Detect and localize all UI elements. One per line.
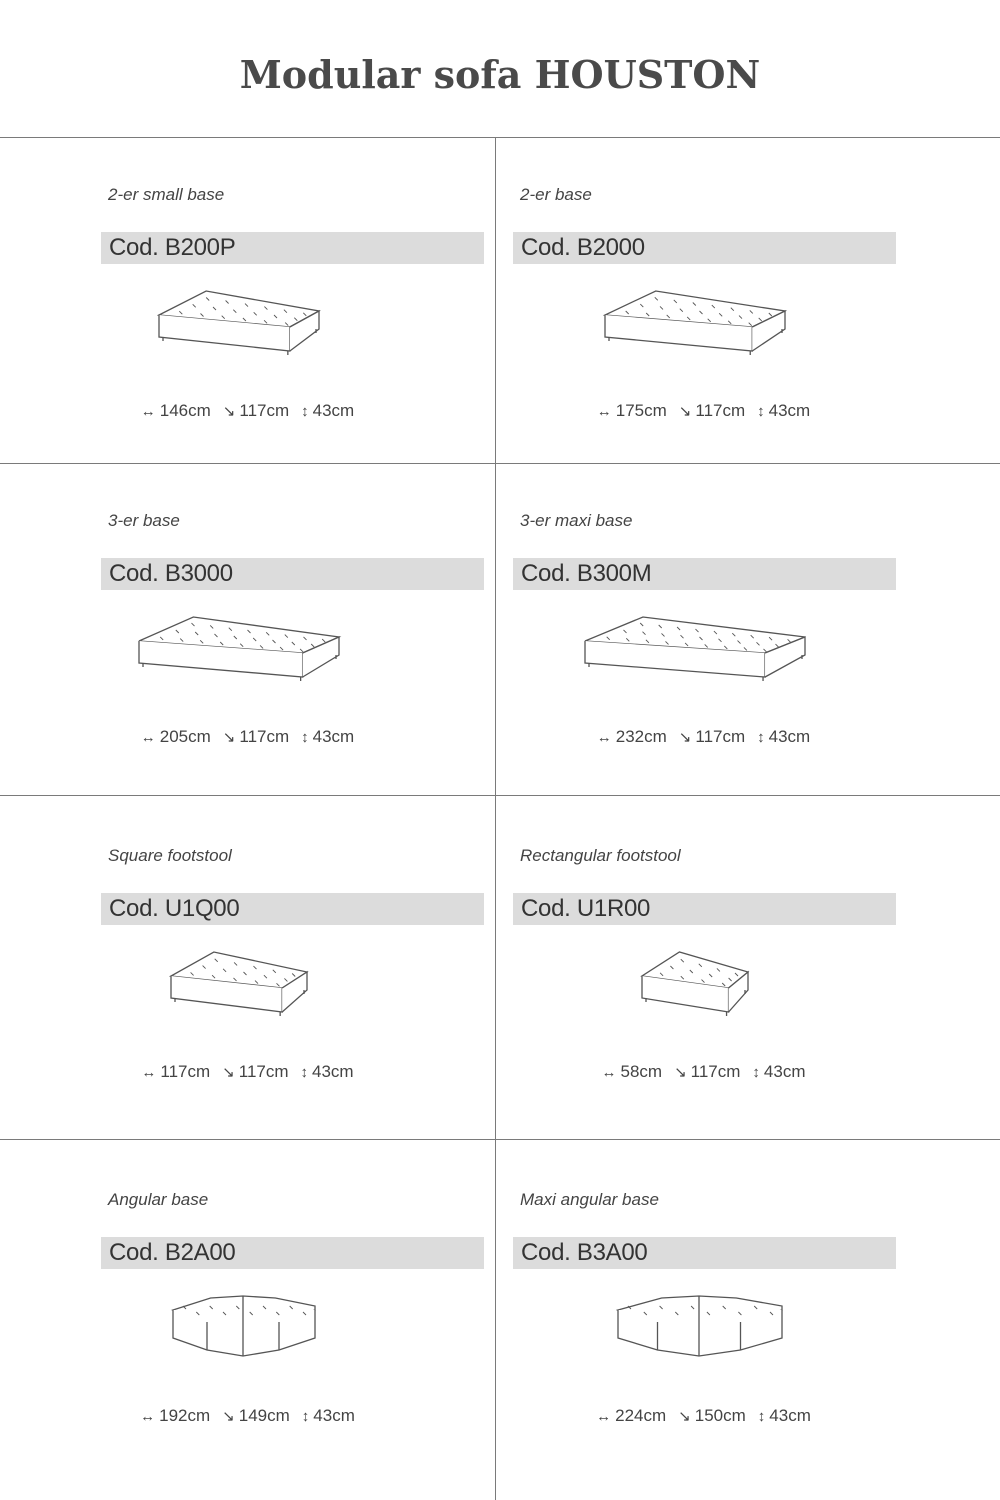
height-value: 43cm (312, 1062, 354, 1081)
depth-value: 117cm (239, 727, 290, 746)
diagonal-arrow-icon: ↘ (678, 1408, 691, 1425)
width-value: 146cm (159, 401, 211, 420)
left-right-arrow-icon: ↔ (141, 1064, 157, 1081)
product-dimensions (0, 1062, 495, 1082)
depth-value: 117cm (238, 1062, 289, 1081)
diagonal-arrow-icon: ↘ (222, 403, 236, 420)
product-name: Rectangular footstool (520, 846, 681, 865)
left-right-arrow-icon: ↔ (601, 1064, 617, 1081)
height-value: 43cm (768, 727, 811, 746)
product-code: Cod. B300M (513, 558, 896, 590)
width-dimension (596, 1406, 666, 1426)
depth-value: 117cm (239, 401, 290, 420)
width-value: 205cm (159, 727, 211, 746)
up-down-arrow-icon: ↕ (301, 1408, 310, 1425)
width-value: 192cm (159, 1406, 211, 1425)
diagonal-arrow-icon: ↘ (678, 729, 692, 746)
left-right-arrow-icon: ↔ (596, 1408, 612, 1425)
depth-dimension (679, 727, 745, 747)
width-dimension (141, 401, 211, 421)
height-dimension (302, 1406, 355, 1426)
width-dimension (141, 727, 211, 747)
height-dimension (752, 1062, 805, 1082)
up-down-arrow-icon: ↕ (752, 1064, 760, 1081)
product-cell (496, 473, 991, 793)
height-dimension (301, 1062, 354, 1082)
product-code: Cod. B200P (101, 232, 484, 264)
up-down-arrow-icon: ↕ (301, 729, 309, 746)
product-dimensions (0, 401, 495, 421)
product-code: Cod. U1R00 (513, 893, 896, 925)
width-dimension (597, 401, 667, 421)
product-illustration (0, 287, 495, 369)
depth-value: 117cm (695, 727, 746, 746)
product-cell (0, 808, 495, 1128)
product-name: 2-er base (520, 185, 592, 204)
product-dimensions (456, 1406, 951, 1426)
product-code: Cod. U1Q00 (101, 893, 484, 925)
width-value: 58cm (620, 1062, 663, 1081)
product-cell (0, 1152, 495, 1472)
product-illustration (456, 287, 951, 369)
depth-value: 149cm (238, 1406, 290, 1425)
product-dimensions (456, 727, 951, 747)
width-dimension (597, 727, 667, 747)
up-down-arrow-icon: ↕ (301, 403, 309, 420)
depth-dimension (223, 401, 289, 421)
left-right-arrow-icon: ↔ (140, 1408, 156, 1425)
product-cell (0, 473, 495, 793)
product-code: Cod. B3000 (101, 558, 484, 590)
left-right-arrow-icon: ↔ (140, 729, 156, 746)
product-code: Cod. B2A00 (101, 1237, 484, 1269)
product-code: Cod. B3A00 (513, 1237, 896, 1269)
diagonal-arrow-icon: ↘ (222, 729, 236, 746)
product-name: Maxi angular base (520, 1190, 659, 1209)
page-title: Modular sofa HOUSTON (239, 52, 761, 97)
product-illustration (456, 948, 951, 1030)
width-value: 224cm (615, 1406, 667, 1425)
depth-dimension (679, 401, 745, 421)
height-dimension (301, 401, 354, 421)
width-dimension (141, 1062, 210, 1082)
depth-value: 117cm (690, 1062, 741, 1081)
up-down-arrow-icon: ↕ (757, 1408, 766, 1425)
product-cell (496, 1152, 991, 1472)
product-name: Square footstool (108, 846, 232, 865)
product-name: 3-er maxi base (520, 511, 633, 530)
product-illustration (456, 1292, 951, 1374)
width-value: 175cm (615, 401, 667, 420)
width-value: 117cm (160, 1062, 211, 1081)
width-value: 232cm (615, 727, 667, 746)
product-name: 2-er small base (108, 185, 225, 204)
product-cell (496, 147, 991, 467)
product-illustration (0, 1292, 495, 1374)
height-dimension (758, 1406, 811, 1426)
diagonal-arrow-icon: ↘ (222, 1064, 235, 1081)
depth-dimension (222, 1406, 290, 1426)
left-right-arrow-icon: ↔ (596, 729, 612, 746)
depth-dimension (674, 1062, 740, 1082)
height-value: 43cm (763, 1062, 806, 1081)
product-code: Cod. B2000 (513, 232, 896, 264)
depth-value: 150cm (694, 1406, 746, 1425)
height-value: 43cm (313, 1406, 355, 1425)
product-dimensions (456, 401, 951, 421)
diagonal-arrow-icon: ↘ (674, 1064, 687, 1081)
depth-dimension (678, 1406, 746, 1426)
diagonal-arrow-icon: ↘ (222, 1408, 235, 1425)
product-cell (496, 808, 991, 1128)
product-illustration (0, 948, 495, 1030)
width-dimension (602, 1062, 663, 1082)
up-down-arrow-icon: ↕ (757, 403, 765, 420)
product-illustration (0, 613, 495, 695)
up-down-arrow-icon: ↕ (757, 729, 765, 746)
divider (0, 1139, 1000, 1140)
depth-value: 117cm (695, 401, 746, 420)
height-value: 43cm (769, 1406, 811, 1425)
depth-dimension (223, 727, 289, 747)
product-name: Angular base (108, 1190, 209, 1209)
product-dimensions (0, 1406, 495, 1426)
product-dimensions (456, 1062, 951, 1082)
divider (0, 137, 1000, 138)
left-right-arrow-icon: ↔ (596, 403, 612, 420)
height-dimension (301, 727, 354, 747)
width-dimension (140, 1406, 210, 1426)
height-dimension (757, 401, 810, 421)
product-dimensions (0, 727, 495, 747)
up-down-arrow-icon: ↕ (300, 1064, 309, 1081)
product-name: 3-er base (108, 511, 180, 530)
diagonal-arrow-icon: ↘ (678, 403, 692, 420)
product-illustration (456, 613, 951, 695)
height-dimension (757, 727, 810, 747)
divider (0, 795, 1000, 796)
product-cell (0, 147, 495, 467)
depth-dimension (222, 1062, 288, 1082)
height-value: 43cm (312, 401, 355, 420)
left-right-arrow-icon: ↔ (140, 403, 156, 420)
height-value: 43cm (768, 401, 811, 420)
height-value: 43cm (312, 727, 355, 746)
